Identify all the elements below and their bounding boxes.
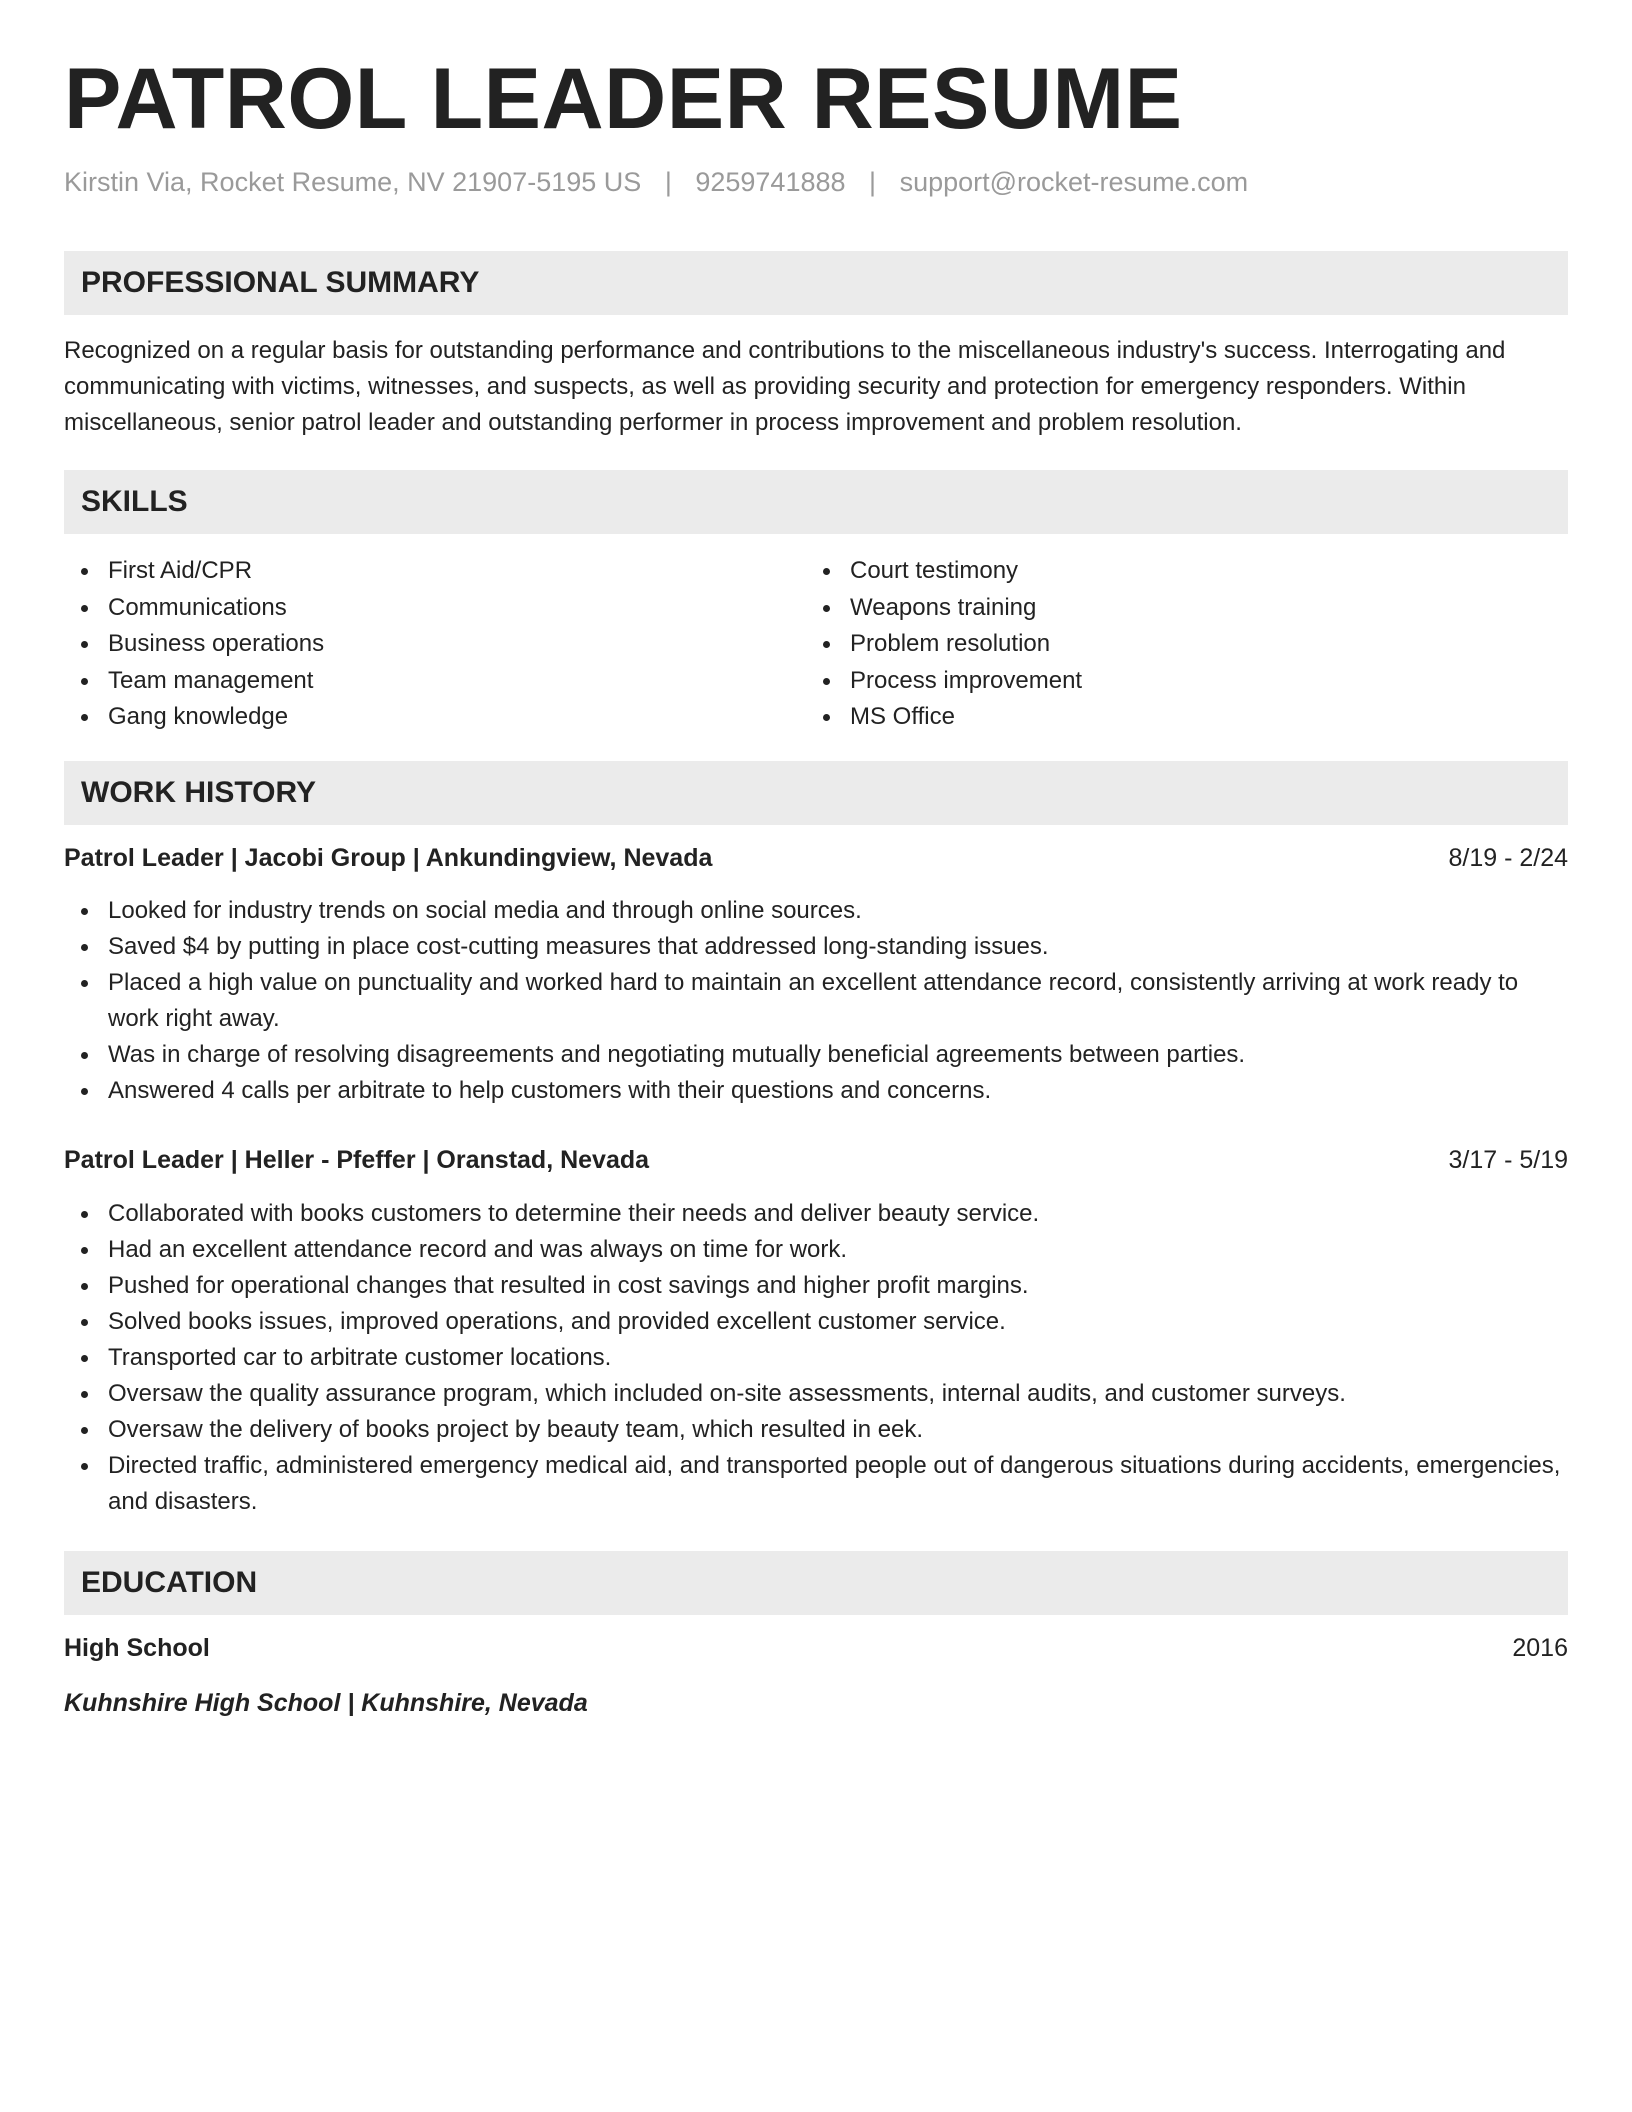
skill-item: Gang knowledge bbox=[64, 699, 806, 736]
job-bullet: Directed traffic, administered emergency medical aid, and transported people out of dangerous situations during accidents, emergencies, and disasters. bbox=[64, 1448, 1568, 1520]
skill-item: MS Office bbox=[806, 699, 1548, 736]
job-bullet: Was in charge of resolving disagreements and negotiating mutually beneficial agreements between parties. bbox=[64, 1037, 1568, 1073]
resume-title: PATROL LEADER RESUME bbox=[64, 51, 1183, 147]
contact-phone: 9259741888 bbox=[695, 167, 846, 197]
job-dates: 3/17 - 5/19 bbox=[1448, 1146, 1568, 1174]
contact-email: support@rocket-resume.com bbox=[899, 167, 1249, 197]
skill-item: Business operations bbox=[64, 626, 806, 663]
job-dates: 8/19 - 2/24 bbox=[1448, 844, 1568, 872]
job-bullets bbox=[64, 1196, 1568, 1520]
section-heading-summary: PROFESSIONAL SUMMARY bbox=[64, 251, 1568, 315]
job-bullet: Solved books issues, improved operations, and provided excellent customer service. bbox=[64, 1304, 1568, 1340]
job-bullets bbox=[64, 893, 1568, 1109]
skill-item: Team management bbox=[64, 663, 806, 700]
section-heading-work-history: WORK HISTORY bbox=[64, 761, 1568, 825]
job-header bbox=[64, 840, 1568, 876]
skill-item: Communications bbox=[64, 590, 806, 627]
job-title: Patrol Leader | Jacobi Group | Ankundingview, Nevada bbox=[64, 844, 713, 872]
skill-item: Process improvement bbox=[806, 663, 1548, 700]
job-bullet: Collaborated with books customers to determine their needs and deliver beauty service. bbox=[64, 1196, 1568, 1232]
skill-item: First Aid/CPR bbox=[64, 553, 806, 590]
education-header bbox=[64, 1630, 1568, 1666]
summary-text: Recognized on a regular basis for outstanding performance and contributions to the miscellaneous industry's success. Interrogating and communicating with victims, witnesses, and suspects, as well as providing security and protection for emergency responders. Within miscellaneous, senior patrol leader and outstanding performer in process improvement and problem resolution. bbox=[64, 337, 1506, 436]
job-bullet: Transported car to arbitrate customer locations. bbox=[64, 1340, 1568, 1376]
skills-column-right bbox=[806, 553, 1548, 736]
education-school: Kuhnshire High School | Kuhnshire, Nevada bbox=[64, 1689, 588, 1717]
job-bullet: Pushed for operational changes that resulted in cost savings and higher profit margins. bbox=[64, 1268, 1568, 1304]
education-degree: High School bbox=[64, 1634, 210, 1662]
job-bullet: Answered 4 calls per arbitrate to help customers with their questions and concerns. bbox=[64, 1073, 1568, 1109]
section-heading-education: EDUCATION bbox=[64, 1551, 1568, 1615]
job-header bbox=[64, 1142, 1568, 1178]
skill-item: Court testimony bbox=[806, 553, 1548, 590]
job-bullet: Oversaw the delivery of books project by beauty team, which resulted in eek. bbox=[64, 1412, 1568, 1448]
skill-item: Weapons training bbox=[806, 590, 1548, 627]
contact-address: Kirstin Via, Rocket Resume, NV 21907-5195 US bbox=[64, 167, 642, 197]
contact-line bbox=[64, 166, 1248, 198]
contact-separator: | bbox=[869, 167, 877, 197]
job-bullet: Placed a high value on punctuality and worked hard to maintain an excellent attendance record, consistently arriving at work ready to work right away. bbox=[64, 965, 1568, 1037]
job-bullet: Looked for industry trends on social media and through online sources. bbox=[64, 893, 1568, 929]
job-bullet: Saved $4 by putting in place cost-cutting measures that addressed long-standing issues. bbox=[64, 929, 1568, 965]
job-bullet: Had an excellent attendance record and was always on time for work. bbox=[64, 1232, 1568, 1268]
education-year: 2016 bbox=[1512, 1634, 1568, 1662]
section-heading-skills: SKILLS bbox=[64, 470, 1568, 534]
skills-column-left bbox=[64, 553, 806, 736]
skills-list bbox=[64, 553, 1568, 736]
job-title: Patrol Leader | Heller - Pfeffer | Oranstad, Nevada bbox=[64, 1146, 650, 1174]
contact-separator: | bbox=[664, 167, 672, 197]
job-bullet: Oversaw the quality assurance program, which included on-site assessments, internal audits, and customer surveys. bbox=[64, 1376, 1568, 1412]
skill-item: Problem resolution bbox=[806, 626, 1548, 663]
